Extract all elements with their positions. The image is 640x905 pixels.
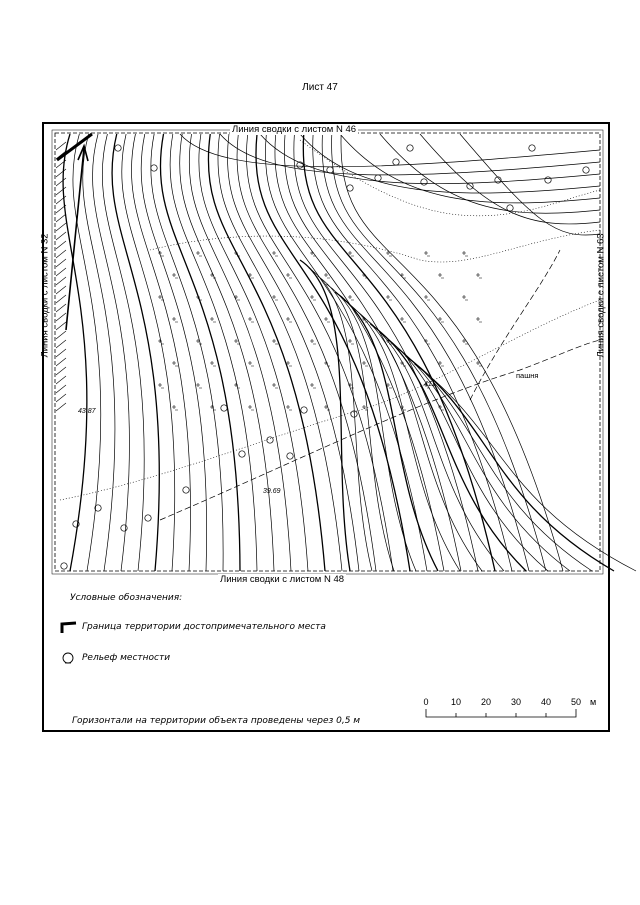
vegetation-mark [248, 361, 254, 366]
edge-label-bottom: Линия сводки с листом N 48 [220, 574, 345, 585]
hatch-line [56, 232, 66, 240]
vegetation-mark [310, 339, 316, 344]
contour-line [460, 134, 600, 235]
elevation-label-c: 39.69 [263, 488, 281, 495]
contour-line [122, 134, 175, 571]
vegetation-mark [462, 295, 468, 300]
legend-label-relief: Рельеф местности [82, 653, 171, 663]
dashed-line [160, 340, 600, 520]
vegetation-mark [476, 273, 482, 278]
legend-item-relief [60, 651, 170, 665]
hatch-line [56, 169, 66, 177]
vegetation-mark [158, 383, 164, 388]
relief-circle [287, 453, 293, 459]
contour-line [318, 276, 394, 571]
contour-line [189, 134, 291, 571]
hatch-line [56, 304, 66, 312]
vegetation-mark [310, 295, 316, 300]
relief-circle [183, 487, 189, 493]
scale-tick-40: 40 [540, 697, 552, 707]
hatch-line [56, 340, 66, 348]
contour-line [112, 134, 159, 571]
relief-circle [583, 167, 589, 173]
contour-line [220, 134, 600, 175]
relief-circle [507, 205, 513, 211]
elevation-label-a: 43.87 [78, 408, 96, 415]
vegetation-mark [286, 405, 292, 410]
hatch-line [56, 241, 66, 249]
contour-line [227, 134, 359, 571]
relief-circle [61, 563, 67, 569]
relief-circle [375, 175, 381, 181]
legend-item-boundary [60, 620, 326, 634]
contour-line [131, 134, 190, 571]
vegetation-mark [362, 361, 368, 366]
vegetation-mark [272, 251, 278, 256]
relief-circle [115, 145, 121, 151]
contour-line [102, 134, 144, 571]
contour-line [180, 134, 600, 167]
contour-line [260, 134, 600, 184]
vegetation-mark [210, 317, 216, 322]
relief-circle [151, 165, 157, 171]
vegetation-mark [462, 251, 468, 256]
hatch-line [56, 268, 66, 276]
relief-circle [327, 167, 333, 173]
hatch-line [56, 214, 66, 222]
relief-circle [347, 185, 353, 191]
vegetation-mark [210, 361, 216, 366]
relief-circle [301, 407, 307, 413]
hatch-line [56, 178, 66, 186]
contour-line [300, 134, 600, 193]
hatch-line [56, 349, 66, 357]
contour-line [256, 134, 410, 571]
hatch-line [56, 250, 66, 258]
relief-circle [421, 179, 427, 185]
dashed-line [470, 250, 560, 400]
vegetation-mark [172, 317, 178, 322]
legend-label-boundary: Граница территории достопримечательного места [82, 622, 326, 632]
scale-tick-10: 10 [450, 697, 462, 707]
vegetation-mark [424, 295, 430, 300]
relief-circle [393, 159, 399, 165]
scale-tick-50: 50 [570, 697, 582, 707]
relief-circle [239, 451, 245, 457]
hatch-line [56, 277, 66, 285]
contour-line [208, 134, 325, 571]
vegetation-mark [196, 251, 202, 256]
vegetation-mark [172, 405, 178, 410]
vegetation-mark [476, 361, 482, 366]
contour-line [63, 134, 87, 571]
contour-line [420, 134, 600, 224]
vegetation-mark [248, 405, 254, 410]
hatch-line [56, 358, 66, 366]
hatch-line [56, 376, 66, 384]
vegetation-mark [386, 295, 392, 300]
hatch-line [56, 295, 66, 303]
contour-line [160, 134, 240, 571]
vegetation-mark [324, 317, 330, 322]
relief-circle [407, 145, 413, 151]
hatch-line [56, 223, 66, 231]
scale-tick-30: 30 [510, 697, 522, 707]
contour-line [237, 134, 376, 571]
hatch-line [56, 394, 66, 402]
hatch-line [56, 259, 66, 267]
vegetation-mark [324, 405, 330, 410]
contour-line [246, 134, 393, 571]
vegetation-mark [196, 383, 202, 388]
relief-circle [529, 145, 535, 151]
relief-circle [545, 177, 551, 183]
vegetation-mark [286, 317, 292, 322]
contour-line [284, 134, 461, 571]
relief-circle [145, 515, 151, 521]
vegetation-mark [348, 339, 354, 344]
vegetation-mark [400, 317, 406, 322]
contour-interval-note: Горизонтали на территории объекта проведены через 0,5 м [72, 716, 361, 726]
hatch-line [56, 322, 66, 330]
hatch-line [56, 313, 66, 321]
vegetation-mark [172, 273, 178, 278]
vegetation-mark [286, 273, 292, 278]
scale-tick-20: 20 [480, 697, 492, 707]
legend-title: Условные обозначения: [70, 593, 183, 603]
vegetation-mark [348, 295, 354, 300]
contour-line [322, 134, 529, 571]
contour-line [83, 134, 115, 571]
vegetation-mark [172, 361, 178, 366]
hatch-line [56, 367, 66, 375]
field-label: пашня [516, 371, 539, 380]
dotted-line [60, 300, 600, 500]
relief-circle [221, 405, 227, 411]
sheet-title: Лист 47 [302, 82, 338, 93]
vegetation-mark [272, 383, 278, 388]
hatch-line [56, 403, 66, 411]
boundary-line-icon [60, 620, 78, 634]
relief-circle [267, 437, 273, 443]
dotted-line [150, 230, 600, 262]
scale-tick-0: 0 [423, 697, 429, 707]
vegetation-mark [424, 251, 430, 256]
hatch-line [56, 187, 66, 195]
relief-circle-icon [60, 651, 78, 665]
relief-circle [121, 525, 127, 531]
relief-circle [467, 183, 473, 189]
elevation-label-b: 411 [424, 381, 436, 388]
contour-line [341, 134, 563, 571]
hatch-line [56, 286, 66, 294]
contour-line [218, 134, 342, 571]
contour-line [353, 308, 482, 571]
vegetation-mark [272, 295, 278, 300]
hatch-line [56, 331, 66, 339]
edge-label-top: Линия сводки с листом N 46 [232, 124, 357, 135]
vegetation-mark [248, 317, 254, 322]
scale-unit: м [590, 697, 597, 707]
contour-line [380, 134, 600, 213]
hatch-line [56, 385, 66, 393]
vegetation-mark [438, 273, 444, 278]
hatch-line [56, 142, 66, 150]
contour-line [340, 134, 600, 203]
vegetation-mark [310, 383, 316, 388]
scale-bar [420, 693, 600, 723]
contour-line [151, 134, 223, 571]
vegetation-mark [476, 317, 482, 322]
